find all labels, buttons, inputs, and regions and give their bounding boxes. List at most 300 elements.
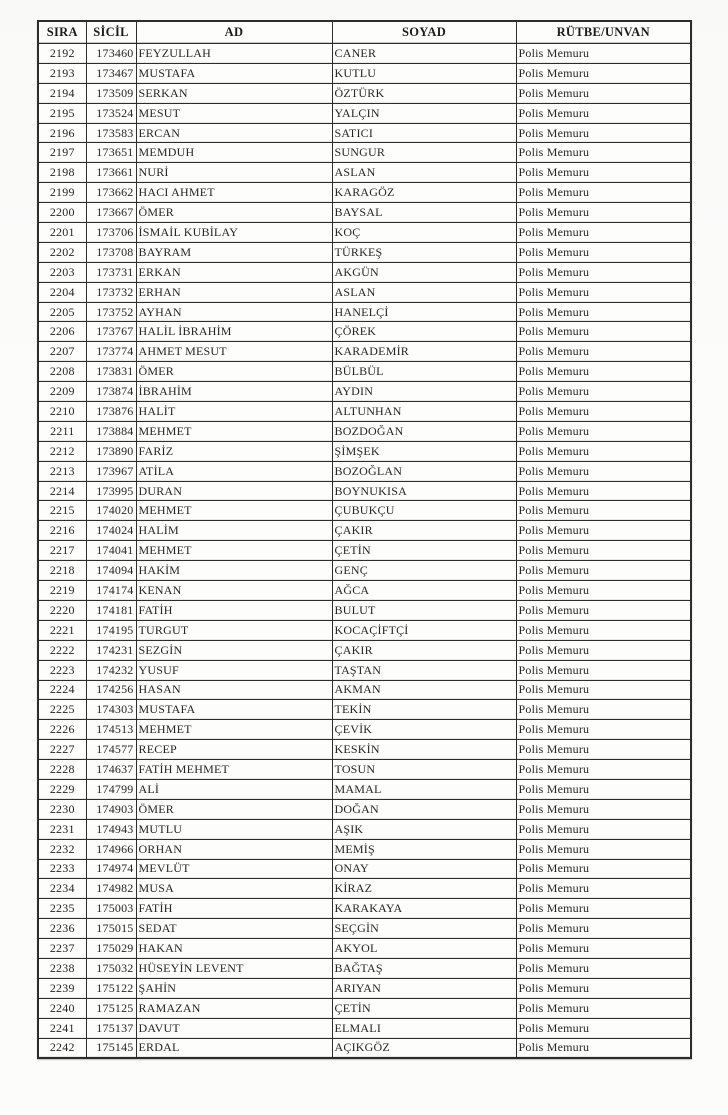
table-row — [38, 740, 691, 760]
rutbe-cell: Polis Memuru — [516, 362, 691, 382]
ad-cell: MEHMET — [136, 720, 332, 740]
rutbe-cell: Polis Memuru — [516, 760, 691, 780]
soyad-cell: ASLAN — [332, 163, 516, 183]
rutbe-cell: Polis Memuru — [516, 44, 691, 64]
rutbe-cell: Polis Memuru — [516, 779, 691, 799]
ad-cell: MUSA — [136, 879, 332, 899]
ad-cell: ERKAN — [136, 262, 332, 282]
ad-cell: NURİ — [136, 163, 332, 183]
rutbe-cell: Polis Memuru — [516, 1038, 691, 1058]
table-row — [38, 939, 691, 959]
table-row — [38, 620, 691, 640]
rutbe-cell: Polis Memuru — [516, 600, 691, 620]
table-row — [38, 322, 691, 342]
table-row — [38, 680, 691, 700]
rutbe-cell: Polis Memuru — [516, 998, 691, 1018]
rutbe-cell: Polis Memuru — [516, 919, 691, 939]
sicil-cell: 174974 — [86, 859, 136, 879]
sira-cell: 2196 — [38, 123, 86, 143]
rutbe-cell: Polis Memuru — [516, 223, 691, 243]
sicil-cell: 174181 — [86, 600, 136, 620]
sira-cell: 2218 — [38, 561, 86, 581]
soyad-cell: ÇETİN — [332, 541, 516, 561]
sicil-cell: 174577 — [86, 740, 136, 760]
sira-cell: 2232 — [38, 839, 86, 859]
column-header-soyad: SOYAD — [332, 21, 516, 44]
table-row — [38, 382, 691, 402]
sicil-cell: 174982 — [86, 879, 136, 899]
soyad-cell: ONAY — [332, 859, 516, 879]
sicil-cell: 173890 — [86, 441, 136, 461]
soyad-cell: ÖZTÜRK — [332, 83, 516, 103]
rutbe-cell: Polis Memuru — [516, 322, 691, 342]
sira-cell: 2210 — [38, 402, 86, 422]
ad-cell: BAYRAM — [136, 242, 332, 262]
sicil-cell: 173651 — [86, 143, 136, 163]
ad-cell: MEHMET — [136, 421, 332, 441]
soyad-cell: ÇEVİK — [332, 720, 516, 740]
ad-cell: RECEP — [136, 740, 332, 760]
sira-cell: 2229 — [38, 779, 86, 799]
table-row — [38, 421, 691, 441]
rutbe-cell: Polis Memuru — [516, 183, 691, 203]
sira-cell: 2192 — [38, 44, 86, 64]
sicil-cell: 173661 — [86, 163, 136, 183]
sira-cell: 2198 — [38, 163, 86, 183]
soyad-cell: BOZOĞLAN — [332, 461, 516, 481]
sicil-cell: 175137 — [86, 1018, 136, 1038]
table-row — [38, 242, 691, 262]
sicil-cell: 174637 — [86, 760, 136, 780]
rutbe-cell: Polis Memuru — [516, 103, 691, 123]
ad-cell: SERKAN — [136, 83, 332, 103]
rutbe-cell: Polis Memuru — [516, 63, 691, 83]
table-row — [38, 879, 691, 899]
column-header-ad: AD — [136, 21, 332, 44]
sira-cell: 2227 — [38, 740, 86, 760]
table-row — [38, 660, 691, 680]
table-row — [38, 819, 691, 839]
soyad-cell: AKMAN — [332, 680, 516, 700]
rutbe-cell: Polis Memuru — [516, 302, 691, 322]
rutbe-cell: Polis Memuru — [516, 163, 691, 183]
sicil-cell: 173708 — [86, 242, 136, 262]
table-row — [38, 799, 691, 819]
column-header-sicil: SİCİL — [86, 21, 136, 44]
rutbe-cell: Polis Memuru — [516, 262, 691, 282]
soyad-cell: BÜLBÜL — [332, 362, 516, 382]
ad-cell: FATİH — [136, 600, 332, 620]
soyad-cell: SUNGUR — [332, 143, 516, 163]
soyad-cell: BOYNUKISA — [332, 481, 516, 501]
ad-cell: HALİT — [136, 402, 332, 422]
rutbe-cell: Polis Memuru — [516, 740, 691, 760]
soyad-cell: ÇUBUKÇU — [332, 501, 516, 521]
sicil-cell: 174943 — [86, 819, 136, 839]
table-body — [38, 44, 691, 1059]
sicil-cell: 175003 — [86, 899, 136, 919]
soyad-cell: ARIYAN — [332, 978, 516, 998]
table-row — [38, 262, 691, 282]
sira-cell: 2212 — [38, 441, 86, 461]
table-row — [38, 581, 691, 601]
sicil-cell: 174966 — [86, 839, 136, 859]
ad-cell: ŞAHİN — [136, 978, 332, 998]
sicil-cell: 174513 — [86, 720, 136, 740]
sicil-cell: 175122 — [86, 978, 136, 998]
table-row — [38, 402, 691, 422]
sicil-cell: 173767 — [86, 322, 136, 342]
soyad-cell: CANER — [332, 44, 516, 64]
ad-cell: FATİH MEHMET — [136, 760, 332, 780]
rutbe-cell: Polis Memuru — [516, 899, 691, 919]
table-row — [38, 501, 691, 521]
sira-cell: 2223 — [38, 660, 86, 680]
sira-cell: 2205 — [38, 302, 86, 322]
soyad-cell: ASLAN — [332, 282, 516, 302]
sicil-cell: 173774 — [86, 342, 136, 362]
soyad-cell: KUTLU — [332, 63, 516, 83]
table-row — [38, 600, 691, 620]
ad-cell: KENAN — [136, 581, 332, 601]
soyad-cell: MEMİŞ — [332, 839, 516, 859]
ad-cell: ERHAN — [136, 282, 332, 302]
soyad-cell: GENÇ — [332, 561, 516, 581]
table-row — [38, 919, 691, 939]
sira-cell: 2236 — [38, 919, 86, 939]
sira-cell: 2240 — [38, 998, 86, 1018]
sicil-cell: 174903 — [86, 799, 136, 819]
sicil-cell: 173731 — [86, 262, 136, 282]
rutbe-cell: Polis Memuru — [516, 83, 691, 103]
sicil-cell: 174174 — [86, 581, 136, 601]
ad-cell: HASAN — [136, 680, 332, 700]
rutbe-cell: Polis Memuru — [516, 958, 691, 978]
sicil-cell: 174303 — [86, 700, 136, 720]
ad-cell: HÜSEYİN LEVENT — [136, 958, 332, 978]
soyad-cell: KİRAZ — [332, 879, 516, 899]
rutbe-cell: Polis Memuru — [516, 561, 691, 581]
sira-cell: 2195 — [38, 103, 86, 123]
table-row — [38, 223, 691, 243]
sira-cell: 2215 — [38, 501, 86, 521]
table-row — [38, 362, 691, 382]
personnel-table — [37, 20, 692, 1059]
ad-cell: RAMAZAN — [136, 998, 332, 1018]
sicil-cell: 173995 — [86, 481, 136, 501]
sira-cell: 2237 — [38, 939, 86, 959]
rutbe-cell: Polis Memuru — [516, 501, 691, 521]
soyad-cell: HANELÇİ — [332, 302, 516, 322]
sira-cell: 2202 — [38, 242, 86, 262]
column-header-sira: SIRA — [38, 21, 86, 44]
rutbe-cell: Polis Memuru — [516, 382, 691, 402]
table-row — [38, 123, 691, 143]
sira-cell: 2209 — [38, 382, 86, 402]
rutbe-cell: Polis Memuru — [516, 123, 691, 143]
rutbe-cell: Polis Memuru — [516, 700, 691, 720]
table-row — [38, 302, 691, 322]
ad-cell: MEHMET — [136, 501, 332, 521]
table-row — [38, 461, 691, 481]
sicil-cell: 173706 — [86, 223, 136, 243]
sira-cell: 2213 — [38, 461, 86, 481]
ad-cell: ÖMER — [136, 799, 332, 819]
sicil-cell: 173662 — [86, 183, 136, 203]
column-header-rutbe: RÜTBE/UNVAN — [516, 21, 691, 44]
ad-cell: SEZGİN — [136, 640, 332, 660]
sira-cell: 2234 — [38, 879, 86, 899]
sira-cell: 2217 — [38, 541, 86, 561]
ad-cell: MUTLU — [136, 819, 332, 839]
sira-cell: 2199 — [38, 183, 86, 203]
soyad-cell: KESKİN — [332, 740, 516, 760]
soyad-cell: AŞIK — [332, 819, 516, 839]
sicil-cell: 174024 — [86, 521, 136, 541]
soyad-cell: AKGÜN — [332, 262, 516, 282]
rutbe-cell: Polis Memuru — [516, 879, 691, 899]
sicil-cell: 174231 — [86, 640, 136, 660]
sira-cell: 2207 — [38, 342, 86, 362]
rutbe-cell: Polis Memuru — [516, 143, 691, 163]
ad-cell: SEDAT — [136, 919, 332, 939]
rutbe-cell: Polis Memuru — [516, 640, 691, 660]
soyad-cell: BOZDOĞAN — [332, 421, 516, 441]
sira-cell: 2233 — [38, 859, 86, 879]
table-row — [38, 521, 691, 541]
soyad-cell: BULUT — [332, 600, 516, 620]
soyad-cell: KARAGÖZ — [332, 183, 516, 203]
rutbe-cell: Polis Memuru — [516, 799, 691, 819]
table-row — [38, 441, 691, 461]
sira-cell: 2231 — [38, 819, 86, 839]
rutbe-cell: Polis Memuru — [516, 581, 691, 601]
ad-cell: MEHMET — [136, 541, 332, 561]
sira-cell: 2219 — [38, 581, 86, 601]
table-row — [38, 481, 691, 501]
table-row — [38, 1018, 691, 1038]
sira-cell: 2214 — [38, 481, 86, 501]
sicil-cell: 173524 — [86, 103, 136, 123]
sicil-cell: 174041 — [86, 541, 136, 561]
table-row — [38, 998, 691, 1018]
sira-cell: 2230 — [38, 799, 86, 819]
ad-cell: TURGUT — [136, 620, 332, 640]
sicil-cell: 173967 — [86, 461, 136, 481]
ad-cell: MUSTAFA — [136, 63, 332, 83]
soyad-cell: KARAKAYA — [332, 899, 516, 919]
soyad-cell: TAŞTAN — [332, 660, 516, 680]
ad-cell: AHMET MESUT — [136, 342, 332, 362]
table-row — [38, 839, 691, 859]
sicil-cell: 173583 — [86, 123, 136, 143]
soyad-cell: MAMAL — [332, 779, 516, 799]
rutbe-cell: Polis Memuru — [516, 839, 691, 859]
soyad-cell: AĞCA — [332, 581, 516, 601]
rutbe-cell: Polis Memuru — [516, 203, 691, 223]
soyad-cell: KOÇ — [332, 223, 516, 243]
table-row — [38, 760, 691, 780]
sira-cell: 2239 — [38, 978, 86, 998]
ad-cell: HAKİM — [136, 561, 332, 581]
rutbe-cell: Polis Memuru — [516, 1018, 691, 1038]
soyad-cell: ÇÖREK — [332, 322, 516, 342]
sira-cell: 2201 — [38, 223, 86, 243]
table-row — [38, 720, 691, 740]
rutbe-cell: Polis Memuru — [516, 720, 691, 740]
sira-cell: 2211 — [38, 421, 86, 441]
ad-cell: FATİH — [136, 899, 332, 919]
sicil-cell: 173667 — [86, 203, 136, 223]
sicil-cell: 173460 — [86, 44, 136, 64]
ad-cell: MEVLÜT — [136, 859, 332, 879]
rutbe-cell: Polis Memuru — [516, 342, 691, 362]
soyad-cell: AYDIN — [332, 382, 516, 402]
table-header-row — [38, 21, 691, 44]
ad-cell: ATİLA — [136, 461, 332, 481]
sicil-cell: 175029 — [86, 939, 136, 959]
table-row — [38, 640, 691, 660]
sira-cell: 2208 — [38, 362, 86, 382]
rutbe-cell: Polis Memuru — [516, 680, 691, 700]
table-row — [38, 183, 691, 203]
soyad-cell: DOĞAN — [332, 799, 516, 819]
table-row — [38, 958, 691, 978]
rutbe-cell: Polis Memuru — [516, 421, 691, 441]
ad-cell: HALİL İBRAHİM — [136, 322, 332, 342]
ad-cell: MEMDUH — [136, 143, 332, 163]
table-row — [38, 342, 691, 362]
sicil-cell: 174195 — [86, 620, 136, 640]
ad-cell: DAVUT — [136, 1018, 332, 1038]
rutbe-cell: Polis Memuru — [516, 939, 691, 959]
rutbe-cell: Polis Memuru — [516, 282, 691, 302]
sira-cell: 2216 — [38, 521, 86, 541]
ad-cell: DURAN — [136, 481, 332, 501]
sira-cell: 2241 — [38, 1018, 86, 1038]
table-row — [38, 163, 691, 183]
sicil-cell: 173752 — [86, 302, 136, 322]
rutbe-cell: Polis Memuru — [516, 660, 691, 680]
rutbe-cell: Polis Memuru — [516, 441, 691, 461]
table-row — [38, 541, 691, 561]
sira-cell: 2200 — [38, 203, 86, 223]
sira-cell: 2224 — [38, 680, 86, 700]
sira-cell: 2222 — [38, 640, 86, 660]
soyad-cell: ÇAKIR — [332, 521, 516, 541]
soyad-cell: SATICI — [332, 123, 516, 143]
sira-cell: 2220 — [38, 600, 86, 620]
sicil-cell: 175032 — [86, 958, 136, 978]
table-row — [38, 83, 691, 103]
soyad-cell: TÜRKEŞ — [332, 242, 516, 262]
table-row — [38, 899, 691, 919]
sira-cell: 2221 — [38, 620, 86, 640]
table-row — [38, 779, 691, 799]
sicil-cell: 173884 — [86, 421, 136, 441]
rutbe-cell: Polis Memuru — [516, 859, 691, 879]
ad-cell: AYHAN — [136, 302, 332, 322]
table-row — [38, 103, 691, 123]
table-row — [38, 282, 691, 302]
ad-cell: ORHAN — [136, 839, 332, 859]
soyad-cell: ELMALI — [332, 1018, 516, 1038]
sicil-cell: 173732 — [86, 282, 136, 302]
soyad-cell: TOSUN — [332, 760, 516, 780]
ad-cell: ÖMER — [136, 203, 332, 223]
ad-cell: MESUT — [136, 103, 332, 123]
sira-cell: 2194 — [38, 83, 86, 103]
soyad-cell: AÇIKGÖZ — [332, 1038, 516, 1058]
soyad-cell: ÇAKIR — [332, 640, 516, 660]
sira-cell: 2204 — [38, 282, 86, 302]
rutbe-cell: Polis Memuru — [516, 620, 691, 640]
table-row — [38, 203, 691, 223]
ad-cell: FEYZULLAH — [136, 44, 332, 64]
sicil-cell: 175015 — [86, 919, 136, 939]
rutbe-cell: Polis Memuru — [516, 541, 691, 561]
ad-cell: İSMAİL KUBİLAY — [136, 223, 332, 243]
sicil-cell: 174799 — [86, 779, 136, 799]
sicil-cell: 174020 — [86, 501, 136, 521]
sira-cell: 2235 — [38, 899, 86, 919]
sicil-cell: 173467 — [86, 63, 136, 83]
table-row — [38, 700, 691, 720]
ad-cell: ÖMER — [136, 362, 332, 382]
rutbe-cell: Polis Memuru — [516, 521, 691, 541]
sicil-cell: 175145 — [86, 1038, 136, 1058]
ad-cell: ERDAL — [136, 1038, 332, 1058]
ad-cell: HAKAN — [136, 939, 332, 959]
sicil-cell: 174232 — [86, 660, 136, 680]
soyad-cell: TEKİN — [332, 700, 516, 720]
soyad-cell: AKYOL — [332, 939, 516, 959]
ad-cell: YUSUF — [136, 660, 332, 680]
rutbe-cell: Polis Memuru — [516, 819, 691, 839]
sicil-cell: 174094 — [86, 561, 136, 581]
sicil-cell: 173831 — [86, 362, 136, 382]
rutbe-cell: Polis Memuru — [516, 242, 691, 262]
sira-cell: 2225 — [38, 700, 86, 720]
table-row — [38, 561, 691, 581]
sira-cell: 2226 — [38, 720, 86, 740]
sira-cell: 2206 — [38, 322, 86, 342]
rutbe-cell: Polis Memuru — [516, 978, 691, 998]
sira-cell: 2203 — [38, 262, 86, 282]
sira-cell: 2238 — [38, 958, 86, 978]
table-row — [38, 44, 691, 64]
ad-cell: HALİM — [136, 521, 332, 541]
table-row — [38, 63, 691, 83]
table-row — [38, 978, 691, 998]
soyad-cell: ŞİMŞEK — [332, 441, 516, 461]
ad-cell: ALİ — [136, 779, 332, 799]
sicil-cell: 173509 — [86, 83, 136, 103]
sicil-cell: 173874 — [86, 382, 136, 402]
soyad-cell: YALÇIN — [332, 103, 516, 123]
table-row — [38, 1038, 691, 1058]
sira-cell: 2193 — [38, 63, 86, 83]
table-row — [38, 143, 691, 163]
soyad-cell: KOCAÇİFTÇİ — [332, 620, 516, 640]
sicil-cell: 173876 — [86, 402, 136, 422]
ad-cell: İBRAHİM — [136, 382, 332, 402]
soyad-cell: KARADEMİR — [332, 342, 516, 362]
soyad-cell: ALTUNHAN — [332, 402, 516, 422]
sicil-cell: 175125 — [86, 998, 136, 1018]
table-row — [38, 859, 691, 879]
ad-cell: FARİZ — [136, 441, 332, 461]
